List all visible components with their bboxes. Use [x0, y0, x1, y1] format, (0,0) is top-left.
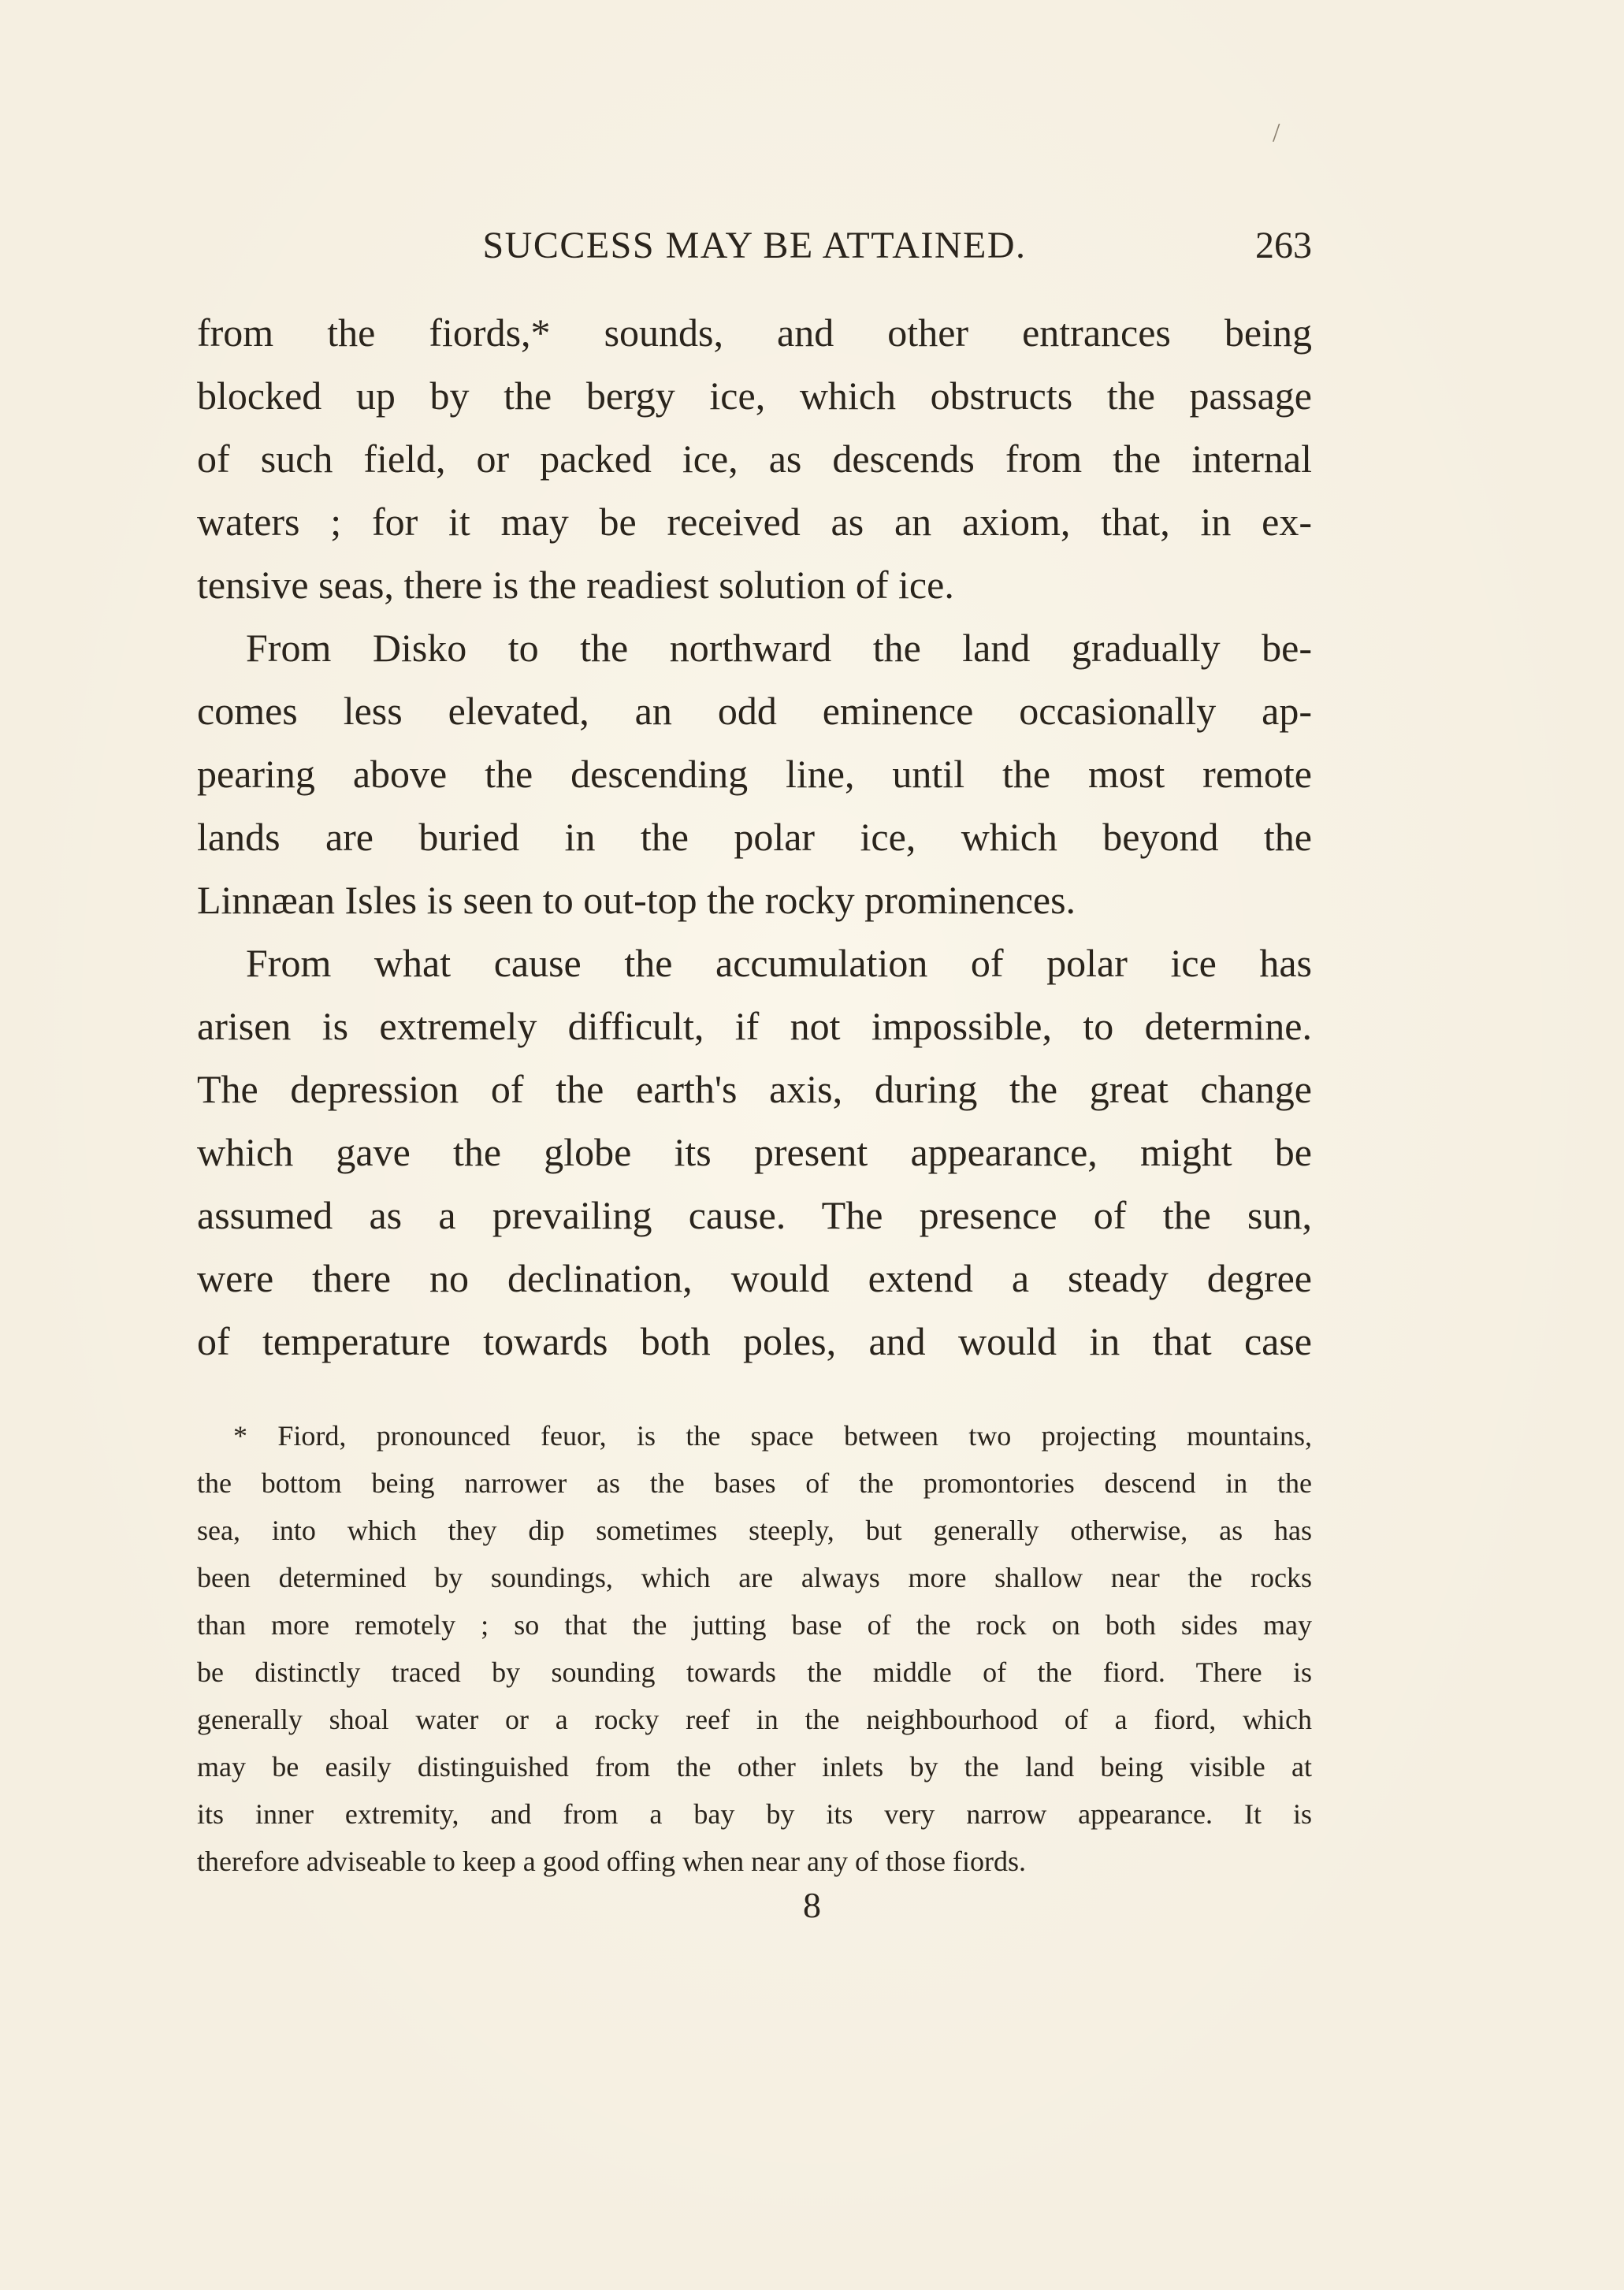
body-text	[197, 301, 1312, 1373]
body-line: Linnæan Isles is seen to out-top the rocky prominences.	[197, 878, 1076, 922]
page-number: 263	[1255, 225, 1312, 266]
body-line: were there no declination, would extend a steady degree	[197, 1256, 1312, 1300]
footnote-line: * Fiord, pronounced feuor, is the space between two projecting mountains,	[233, 1420, 1312, 1452]
body-line: lands are buried in the polar ice, which beyond the	[197, 815, 1312, 859]
body-line: which gave the globe its present appearance, might be	[197, 1130, 1312, 1174]
footnote	[197, 1412, 1312, 1885]
body-line: assumed as a prevailing cause. The presence of the sun,	[197, 1193, 1312, 1237]
running-title: SUCCESS MAY BE ATTAINED.	[482, 225, 1027, 266]
body-line: of such field, or packed ice, as descends from the internal	[197, 437, 1312, 481]
footnote-line: may be easily distinguished from the other inlets by the land being visible at	[197, 1751, 1312, 1783]
body-line: arisen is extremely difficult, if not impossible, to determine.	[197, 1004, 1312, 1048]
footnote-line: generally shoal water or a rocky reef in the neighbourhood of a fiord, which	[197, 1704, 1312, 1735]
body-line: From Disko to the northward the land gradually be-	[246, 626, 1312, 670]
body-line: comes less elevated, an odd eminence occasionally ap-	[197, 689, 1312, 733]
signature-mark: 8	[803, 1885, 821, 1925]
body-line: The depression of the earth's axis, during the great change	[197, 1067, 1312, 1111]
body-line: of temperature towards both poles, and would in that case	[197, 1319, 1312, 1363]
body-line: waters ; for it may be received as an axiom, that, in ex-	[197, 500, 1312, 544]
ink-speck: /	[1273, 118, 1280, 147]
footnote-line: be distinctly traced by sounding towards the middle of the fiord. There is	[197, 1656, 1312, 1688]
footnote-line: sea, into which they dip sometimes steeply, but generally otherwise, as has	[197, 1515, 1312, 1546]
running-head	[197, 222, 1312, 270]
footnote-line: therefore adviseable to keep a good offing when near any of those fiords.	[197, 1846, 1026, 1877]
footnote-line: the bottom being narrower as the bases of the promontories descend in the	[197, 1467, 1312, 1499]
footnote-line: been determined by soundings, which are always more shallow near the rocks	[197, 1562, 1312, 1593]
body-line: from the fiords,* sounds, and other entrances being	[197, 310, 1312, 355]
body-line: pearing above the descending line, until the most remote	[197, 752, 1312, 796]
footnote-line: its inner extremity, and from a bay by its very narrow appearance. It is	[197, 1798, 1312, 1830]
footnote-line: than more remotely ; so that the jutting base of the rock on both sides may	[197, 1609, 1312, 1641]
body-line: blocked up by the bergy ice, which obstructs the passage	[197, 374, 1312, 418]
body-line: From what cause the accumulation of polar ice has	[246, 941, 1312, 985]
body-line: tensive seas, there is the readiest solution of ice.	[197, 563, 954, 607]
